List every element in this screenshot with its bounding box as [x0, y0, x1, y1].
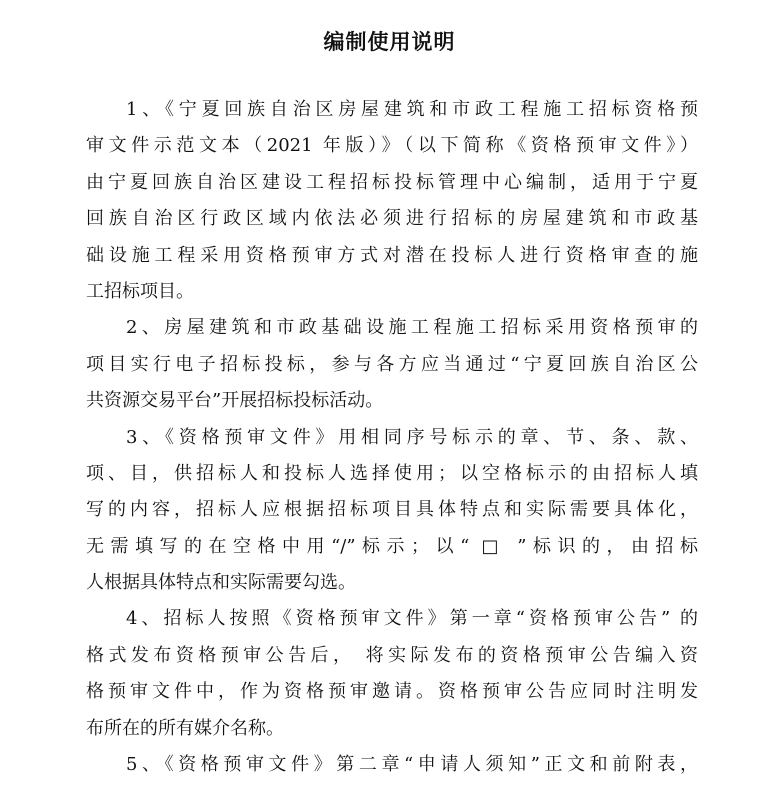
paragraph-2-line-1: 2、房屋建筑和市政基础设施工程施工招标采用资格预审的 — [126, 317, 698, 339]
paragraph-3-line-2: 项、目，供招标人和投标人选择使用；以空格标示的由招标人填 — [86, 462, 698, 484]
paragraph-1-line-4: 回族自治区行政区域内依法必须进行招标的房屋建筑和市政基 — [86, 208, 698, 230]
paragraph-1-line-3: 由宁夏回族自治区建设工程招标投标管理中心编制，适用于宁夏 — [86, 171, 698, 193]
paragraph-3-line-4: 无需填写的在空格中用“/”标示；以“ □ ”标识的，由招标 — [86, 535, 698, 557]
paragraph-1-line-2: 审文件示范文本（2021 年版）》（以下简称《资格预审文件》） — [86, 135, 698, 157]
paragraph-1-line-6: 工招标项目。 — [86, 280, 194, 302]
paragraph-4-line-1: 4、招标人按照《资格预审文件》第一章“资格预审公告” 的 — [126, 608, 698, 630]
paragraph-3-line-3: 写的内容，招标人应根据招标项目具体特点和实际需要具体化， — [86, 499, 698, 521]
page-title: 编制使用说明 — [323, 30, 456, 54]
paragraph-1-line-1: 1、《宁夏回族自治区房屋建筑和市政工程施工招标资格预 — [126, 99, 698, 120]
paragraph-4-line-2: 格式发布资格预审公告后， 将实际发布的资格预审公告编入资 — [86, 644, 698, 666]
paragraph-2-line-3: 共资源交易平台”开展招标投标活动。 — [86, 390, 384, 412]
paragraph-2-line-2: 项目实行电子招标投标，参与各方应当通过“宁夏回族自治区公 — [86, 353, 698, 375]
paragraph-3-line-5: 人根据具体特点和实际需要勾选。 — [86, 572, 356, 594]
paragraph-1-line-5: 础设施工程采用资格预审方式对潜在投标人进行资格审查的施 — [86, 244, 698, 266]
paragraph-5-line-1: 5、《资格预审文件》第二章“申请人须知”正文和前附表， — [126, 754, 698, 776]
paragraph-4-line-3: 格预审文件中，作为资格预审邀请。资格预审公告应同时注明发 — [86, 681, 698, 703]
instruction-body — [86, 92, 698, 783]
paragraph-3-line-1: 3、《资格预审文件》用相同序号标示的章、节、条、款、 — [126, 426, 698, 448]
paragraph-4-line-4: 布所在的所有媒介名称。 — [86, 717, 284, 739]
